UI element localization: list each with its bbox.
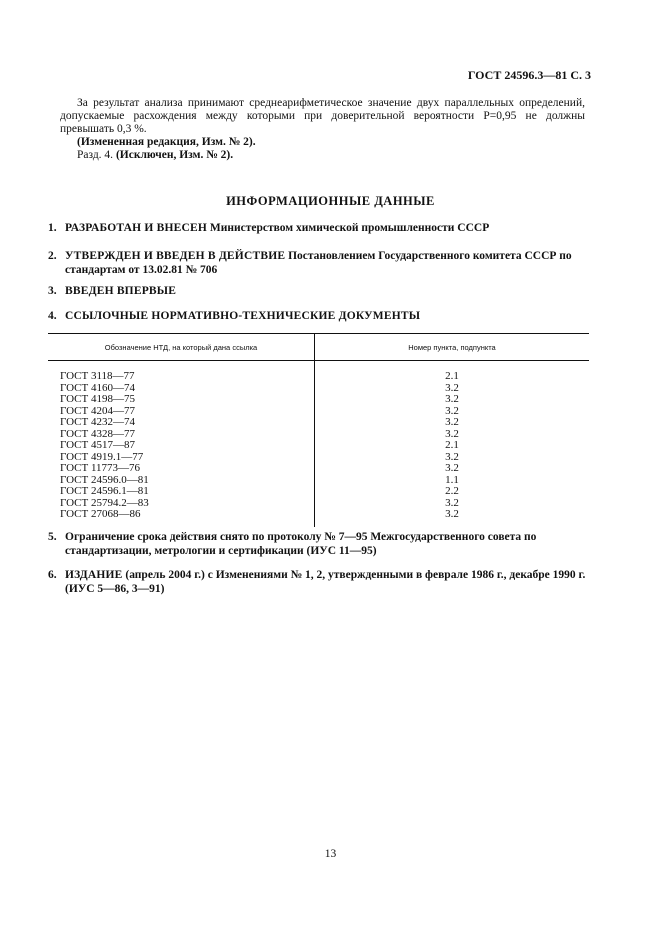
table-row xyxy=(48,463,589,475)
document-cell: ГОСТ 25794.2—83 xyxy=(48,498,315,510)
item-number-cell: 3.2 xyxy=(445,496,459,509)
amendment-note: (Измененная редакция, Изм. № 2). xyxy=(77,136,256,148)
item-number: 3. xyxy=(48,285,57,297)
document-cell: ГОСТ 4160—74 xyxy=(48,383,315,395)
document-cell: ГОСТ 4204—77 xyxy=(48,406,315,418)
table-row xyxy=(48,509,589,527)
document-cell: ГОСТ 24596.1—81 xyxy=(48,486,315,498)
column-header-document: Обозначение НТД, на который дана ссылка xyxy=(48,334,315,361)
document-cell: ГОСТ 24596.0—81 xyxy=(48,475,315,487)
document-cell: ГОСТ 27068—86 xyxy=(48,509,315,527)
item-number-cell: 2.1 xyxy=(445,370,459,382)
table-row xyxy=(48,440,589,452)
item-text: (апрель 2004 г.) с Изменениями № 1, 2, утвержденными в феврале 1986 г., декабре 1990 г. (ИУС 5—86, 3—91) xyxy=(65,569,586,595)
document-cell: ГОСТ 4919.1—77 xyxy=(48,452,315,464)
table-row xyxy=(48,394,589,406)
document-cell: ГОСТ 3118—77 xyxy=(48,361,315,383)
table-row xyxy=(48,417,589,429)
document-cell: ГОСТ 4198—75 xyxy=(48,394,315,406)
page-header: ГОСТ 24596.3—81 С. 3 xyxy=(467,68,591,82)
info-item-3 xyxy=(48,284,588,298)
item-number: 5. xyxy=(48,531,57,543)
item-number-cell: 3.2 xyxy=(445,462,459,474)
item-number: 6. xyxy=(48,569,57,581)
item-number-cell: 2.2 xyxy=(445,485,459,497)
item-number: 2. xyxy=(48,250,57,262)
item-number-cell: 3.2 xyxy=(445,416,459,428)
intro-paragraph: За результат анализа принимают среднеарифметическое значение двух параллельных определений, допускаемые расхождения между которыми при доверительной вероятности P=0,95 не должны превышать 0,3 %. xyxy=(60,97,585,135)
item-number-cell: 3.2 xyxy=(445,427,459,440)
info-item-4 xyxy=(48,309,588,323)
item-lead: ССЫЛОЧНЫЕ НОРМАТИВНО-ТЕХНИЧЕСКИЕ ДОКУМЕНТЫ xyxy=(65,310,421,322)
info-item-5 xyxy=(48,530,588,558)
item-text: Ограничение срока действия снято по протоколу № 7—95 Межгосударственного совета по стандартизации, метрологии и сертификации (ИУС 11—95) xyxy=(65,531,537,557)
item-lead: ИЗДАНИЕ xyxy=(65,569,123,581)
item-number-cell: 1.1 xyxy=(445,473,459,486)
section-removed-note xyxy=(77,149,577,162)
page-number: 13 xyxy=(324,848,337,860)
item-lead: ВВЕДЕН ВПЕРВЫЕ xyxy=(65,285,177,297)
item-number-cell: 3.2 xyxy=(445,404,459,417)
item-number-cell: 3.2 xyxy=(445,381,459,394)
item-number: 4. xyxy=(48,310,57,322)
document-cell: ГОСТ 4328—77 xyxy=(48,429,315,441)
info-heading: ИНФОРМАЦИОННЫЕ ДАННЫЕ xyxy=(226,194,435,208)
item-lead: УТВЕРЖДЕН И ВВЕДЕН В ДЕЙСТВИЕ xyxy=(65,250,286,262)
document-cell: ГОСТ 11773—76 xyxy=(48,463,315,475)
reference-documents-table xyxy=(48,333,589,527)
table-row xyxy=(48,361,589,383)
column-header-item: Номер пункта, подпункта xyxy=(315,334,590,361)
info-item-6 xyxy=(48,568,588,596)
item-number: 1. xyxy=(48,222,57,234)
document-cell: ГОСТ 4232—74 xyxy=(48,417,315,429)
item-lead: РАЗРАБОТАН И ВНЕСЕН xyxy=(65,222,208,234)
item-number-cell: 3.2 xyxy=(445,450,459,463)
item-number-cell: 3.2 xyxy=(445,393,459,405)
info-item-2 xyxy=(48,249,588,277)
table-header-row xyxy=(48,334,589,361)
item-number-cell: 2.1 xyxy=(445,439,459,451)
item-text: Министерством химической промышленности СССР xyxy=(209,222,490,234)
section-removed-text: (Исключен, Изм. № 2). xyxy=(115,149,234,161)
info-item-1 xyxy=(48,221,588,235)
document-cell: ГОСТ 4517—87 xyxy=(48,440,315,452)
table-body xyxy=(48,361,589,527)
section-removed-prefix: Разд. 4. xyxy=(77,149,114,161)
item-text: Постановлением Государственного комитета СССР по стандартам от 13.02.81 № 706 xyxy=(65,250,572,276)
table-row xyxy=(48,486,589,498)
item-number-cell: 3.2 xyxy=(445,508,459,520)
